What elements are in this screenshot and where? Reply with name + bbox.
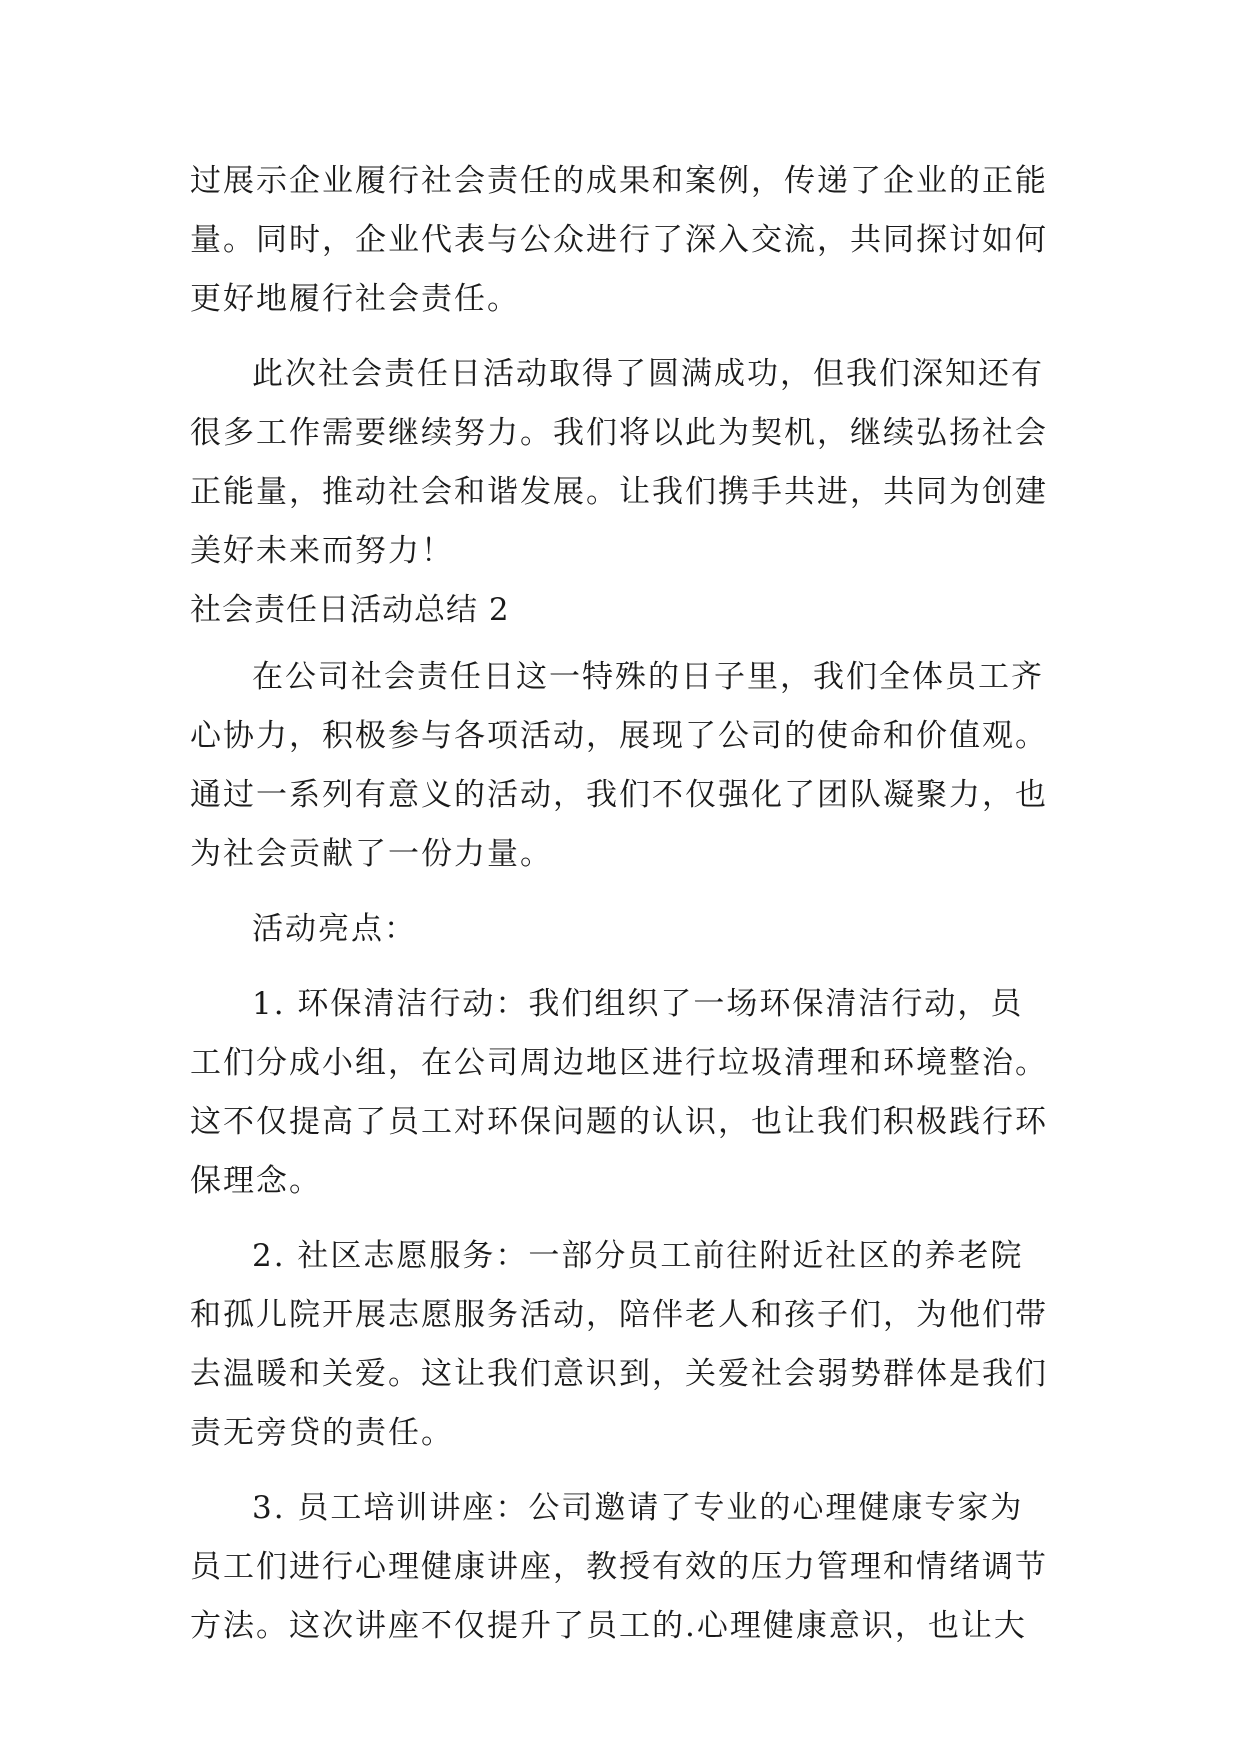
text-line: 责无旁贷的责任。 xyxy=(190,1415,454,1451)
text-line: 在公司社会责任日这一特殊的日子里，我们全体员工齐 xyxy=(252,659,1044,695)
text-line: 很多工作需要继续努力。我们将以此为契机，继续弘扬社会 xyxy=(190,415,1048,451)
text-line: 去温暖和关爱。这让我们意识到，关爱社会弱势群体是我们 xyxy=(190,1356,1048,1392)
text-line: 为社会贡献了一份力量。 xyxy=(190,836,553,872)
text-line: 过展示企业履行社会责任的成果和案例，传递了企业的正能 xyxy=(190,163,1048,199)
text-line: 心协力，积极参与各项活动，展现了公司的使命和价值观。 xyxy=(190,718,1048,754)
list-item-2 xyxy=(190,1227,1060,1463)
text-line: 活动亮点： xyxy=(252,911,417,947)
text-line: 这不仅提高了员工对环保问题的认识，也让我们积极践行环 xyxy=(190,1104,1048,1140)
text-line: 此次社会责任日活动取得了圆满成功，但我们深知还有 xyxy=(252,356,1044,392)
text-line: 2. 社区志愿服务：一部分员工前往附近社区的养老院 xyxy=(252,1238,1024,1274)
text-line: 正能量，推动社会和谐发展。让我们携手共进，共同为创建 xyxy=(190,474,1048,510)
list-item-1 xyxy=(190,975,1060,1211)
text-line: 美好未来而努力！ xyxy=(190,533,454,569)
text-line: 通过一系列有意义的活动，我们不仅强化了团队凝聚力，也 xyxy=(190,777,1048,813)
paragraph-continuation xyxy=(190,152,1060,329)
text-line: 和孤儿院开展志愿服务活动，陪伴老人和孩子们，为他们带 xyxy=(190,1297,1048,1333)
paragraph-intro xyxy=(190,648,1060,884)
text-line: 3. 员工培训讲座：公司邀请了专业的心理健康专家为 xyxy=(252,1490,1024,1526)
section-heading: 社会责任日活动总结 2 xyxy=(190,592,510,628)
text-line: 1. 环保清洁行动：我们组织了一场环保清洁行动，员 xyxy=(252,986,1024,1022)
paragraph-highlights-label xyxy=(190,900,1060,959)
list-item-3 xyxy=(190,1479,1060,1656)
text-line: 方法。这次讲座不仅提升了员工的.心理健康意识，也让大 xyxy=(190,1608,1027,1644)
text-line: 更好地履行社会责任。 xyxy=(190,281,520,317)
text-line: 员工们进行心理健康讲座，教授有效的压力管理和情绪调节 xyxy=(190,1549,1048,1585)
text-line: 工们分成小组，在公司周边地区进行垃圾清理和环境整治。 xyxy=(190,1045,1048,1081)
text-line: 保理念。 xyxy=(190,1163,322,1199)
document-body xyxy=(190,152,1060,1656)
text-line: 量。同时，企业代表与公众进行了深入交流，共同探讨如何 xyxy=(190,222,1048,258)
paragraph-conclusion xyxy=(190,345,1060,581)
